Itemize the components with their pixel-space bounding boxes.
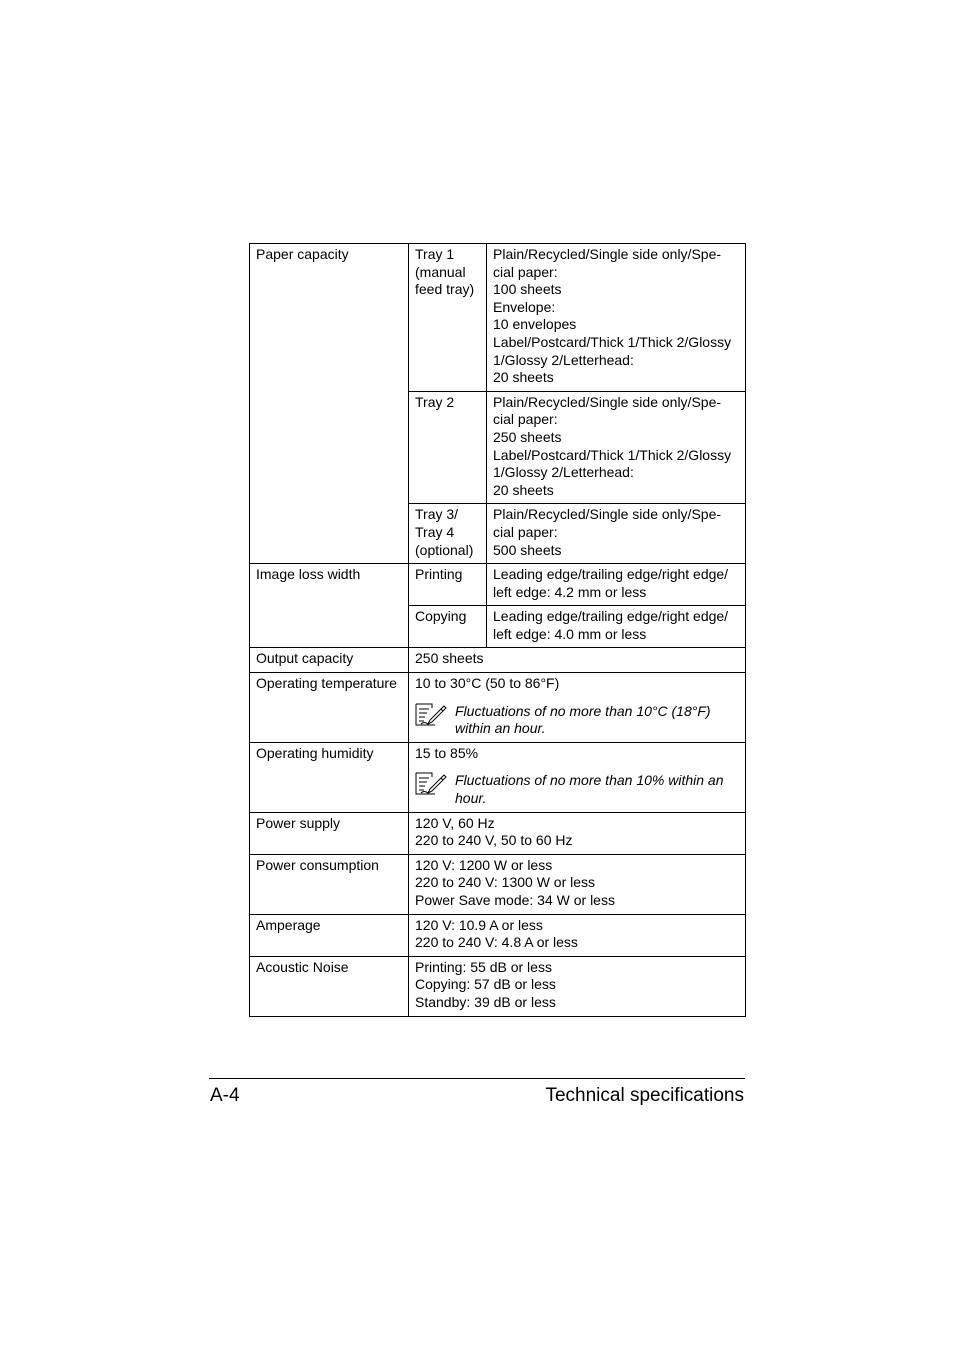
cell-line: 220 to 240 V: 1300 W or less (415, 874, 596, 891)
cell-value (487, 504, 746, 564)
cell-line: Label/Postcard/Thick 1/Thick 2/Glossy (493, 446, 732, 463)
cell-line: (optional) (415, 541, 474, 558)
row-label: Power supply (250, 812, 409, 854)
note-text (455, 772, 724, 807)
cell-line: Standby: 39 dB or less (415, 993, 556, 1010)
cell-line: Plain/Recycled/Single side only/Spe- (493, 506, 722, 523)
cell-value (409, 742, 746, 812)
cell-line: Power Save mode: 34 W or less (415, 892, 615, 908)
sub-label (409, 391, 487, 504)
cell-line: 20 sheets (493, 481, 554, 498)
cell-line: Leading edge/trailing edge/right edge/ (493, 566, 729, 583)
table-row (250, 742, 746, 812)
cell-line: 220 to 240 V: 4.8 A or less (415, 934, 578, 951)
cell-value (487, 564, 746, 606)
cell-line: Plain/Recycled/Single side only/Spe- (493, 393, 722, 410)
table-row (250, 914, 746, 956)
cell-line: cial paper: (493, 411, 558, 428)
cell-value (409, 956, 746, 1016)
table-row (250, 854, 746, 914)
table-row (250, 956, 746, 1016)
row-label: Paper capacity (250, 244, 409, 564)
row-label: Acoustic Noise (250, 956, 409, 1016)
cell-line: 10 envelopes (493, 316, 577, 333)
cell-line: 1/Glossy 2/Letterhead: (493, 351, 634, 368)
cell-line: 500 sheets (493, 541, 562, 558)
cell-line: 120 V: 10.9 A or less (415, 916, 543, 933)
cell-line: Tray 3/ (415, 506, 459, 523)
note (415, 772, 739, 807)
cell-line: Label/Postcard/Thick 1/Thick 2/Glossy (493, 333, 732, 350)
cell-line: within an hour. (455, 720, 546, 737)
cell-line: 120 V: 1200 W or less (415, 856, 553, 873)
sub-label (409, 504, 487, 564)
page-footer (209, 1078, 745, 1106)
note-pencil-icon (415, 772, 455, 807)
cell-value (487, 244, 746, 392)
cell-line: hour. (455, 790, 487, 807)
cell-value (409, 812, 746, 854)
cell-value (409, 854, 746, 914)
table-row (250, 244, 746, 392)
cell-line: 100 sheets (493, 281, 562, 298)
table-row (250, 673, 746, 743)
row-label: Amperage (250, 914, 409, 956)
cell-value (487, 391, 746, 504)
cell-line: Envelope: (493, 298, 556, 315)
table-row (250, 648, 746, 673)
cell-line: Fluctuations of no more than 10% within an (455, 772, 724, 789)
sub-label: Printing (409, 564, 487, 606)
table-row (250, 812, 746, 854)
cell-line: 15 to 85% (415, 744, 479, 761)
row-label: Image loss width (250, 564, 409, 648)
cell-value: 250 sheets (409, 648, 746, 673)
sub-label (409, 244, 487, 392)
cell-line: 10 to 30°C (50 to 86°F) (415, 675, 560, 692)
cell-line: 250 sheets (493, 428, 562, 445)
specifications-table (249, 243, 746, 1017)
cell-line: 1/Glossy 2/Letterhead: (493, 464, 634, 481)
cell-value (487, 606, 746, 648)
cell-line: 20 sheets (493, 369, 554, 386)
cell-line: (manual (415, 263, 466, 280)
cell-value (409, 673, 746, 743)
row-label: Power consumption (250, 854, 409, 914)
sub-label: Copying (409, 606, 487, 648)
cell-line: left edge: 4.0 mm or less (493, 625, 647, 642)
cell-line: Copying: 57 dB or less (415, 976, 556, 993)
section-title: Technical specifications (545, 1085, 744, 1106)
cell-value (409, 914, 746, 956)
cell-line: cial paper: (493, 523, 558, 540)
cell-line: 120 V, 60 Hz (415, 814, 495, 831)
row-label: Operating temperature (250, 673, 409, 743)
note-text (455, 703, 711, 738)
cell-line: cial paper: (493, 263, 558, 280)
cell-line: left edge: 4.2 mm or less (493, 583, 647, 600)
row-label: Output capacity (250, 648, 409, 673)
row-label: Operating humidity (250, 742, 409, 812)
cell-line: Plain/Recycled/Single side only/Spe- (493, 246, 722, 262)
cell-line: 220 to 240 V, 50 to 60 Hz (415, 832, 573, 849)
cell-line: Tray 2 (415, 393, 455, 410)
cell-line: Tray 4 (415, 523, 455, 540)
page-number: A-4 (210, 1085, 240, 1106)
note (415, 703, 739, 738)
cell-line: feed tray) (415, 281, 475, 298)
note-pencil-icon (415, 703, 455, 738)
cell-line: Printing: 55 dB or less (415, 958, 552, 975)
table-row (250, 564, 746, 606)
cell-line: Leading edge/trailing edge/right edge/ (493, 608, 729, 625)
cell-line: Tray 1 (415, 246, 455, 262)
cell-line: Fluctuations of no more than 10°C (18°F) (455, 702, 711, 719)
